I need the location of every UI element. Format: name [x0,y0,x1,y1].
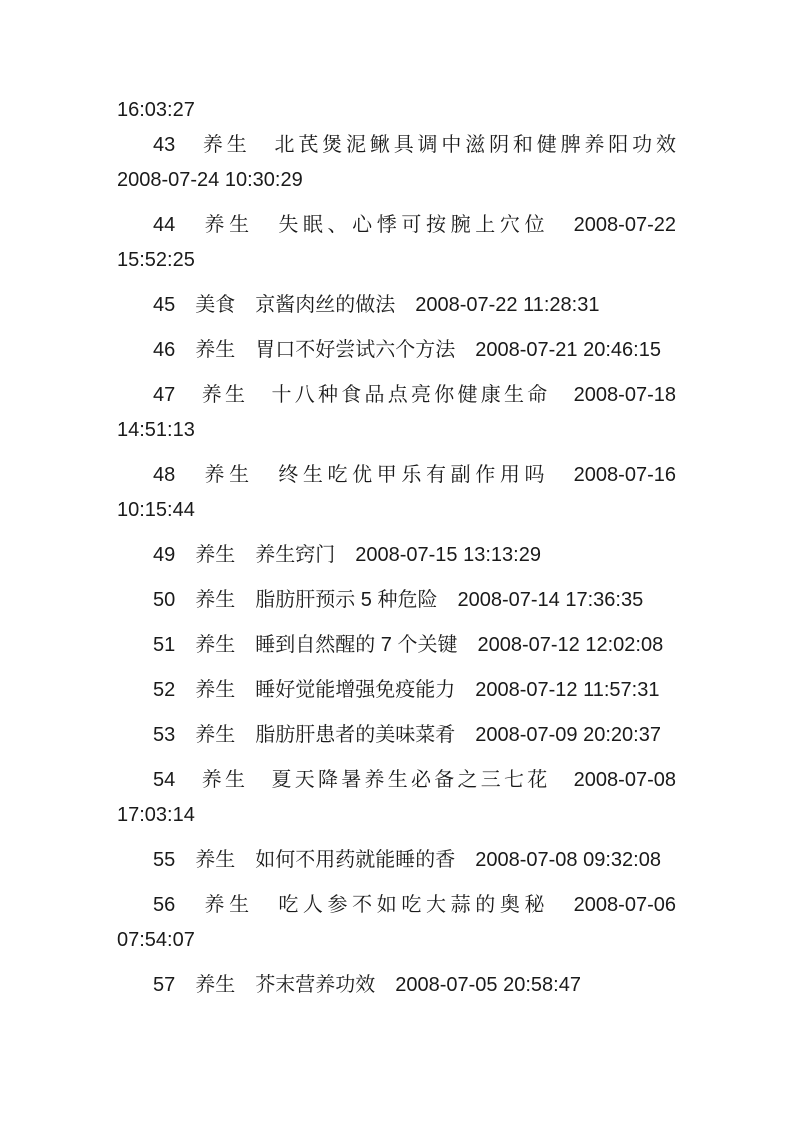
entry-row [117,583,676,618]
entry-line-1: 57 养生 芥末营养功效 2008-07-05 20:58:47 [153,974,581,996]
entry-row [117,673,676,708]
entry-line-1: 53 养生 脂肪肝患者的美味菜肴 2008-07-09 20:20:37 [153,724,661,746]
entry-row [117,628,676,663]
entry-row [117,538,676,573]
entry-row [117,763,676,833]
entry-line-1: 48 养生 终生吃优甲乐有副作用吗 2008-07-16 [153,464,676,486]
entry-row [117,888,676,958]
entry-line-2: 17:03:14 [117,804,195,826]
entry-line-2: 07:54:07 [117,929,195,951]
entry-line-1: 51 养生 睡到自然醒的 7 个关键 2008-07-12 12:02:08 [153,634,664,656]
entry-row [117,843,676,878]
entry-row [117,718,676,753]
entry-line-2: 10:15:44 [117,499,195,521]
entry-line-1: 46 养生 胃口不好尝试六个方法 2008-07-21 20:46:15 [153,339,661,361]
continuation-timestamp-line: 16:03:27 [117,99,195,121]
entry-line-1: 50 养生 脂肪肝预示 5 种危险 2008-07-14 17:36:35 [153,589,644,611]
entry-line-1: 49 养生 养生窍门 2008-07-15 13:13:29 [153,544,541,566]
entry-row [117,288,676,323]
entry-line-1: 52 养生 睡好觉能增强免疫能力 2008-07-12 11:57:31 [153,679,660,701]
entry-row [117,378,676,448]
entry-list [117,128,676,1003]
entry-line-2: 14:51:13 [117,419,195,441]
entry-row [117,968,676,1003]
entry-line-2: 15:52:25 [117,249,195,271]
entry-row [117,208,676,278]
entry-row [117,458,676,528]
entry-line-1: 47 养生 十八种食品点亮你健康生命 2008-07-18 [153,384,676,406]
entry-row [117,333,676,368]
entry-row [117,128,676,198]
entry-line-1: 43 养生 北芪煲泥鳅具调中滋阴和健脾养阳功效 [153,134,676,156]
entry-line-1: 55 养生 如何不用药就能睡的香 2008-07-08 09:32:08 [153,849,661,871]
entry-line-1: 54 养生 夏天降暑养生必备之三七花 2008-07-08 [153,769,676,791]
entry-line-1: 44 养生 失眠、心悸可按腕上穴位 2008-07-22 [153,214,676,236]
entry-line-1: 45 美食 京酱肉丝的做法 2008-07-22 11:28:31 [153,294,600,316]
entry-line-1: 56 养生 吃人参不如吃大蒜的奥秘 2008-07-06 [153,894,676,916]
entry-line-2: 2008-07-24 10:30:29 [117,169,303,191]
